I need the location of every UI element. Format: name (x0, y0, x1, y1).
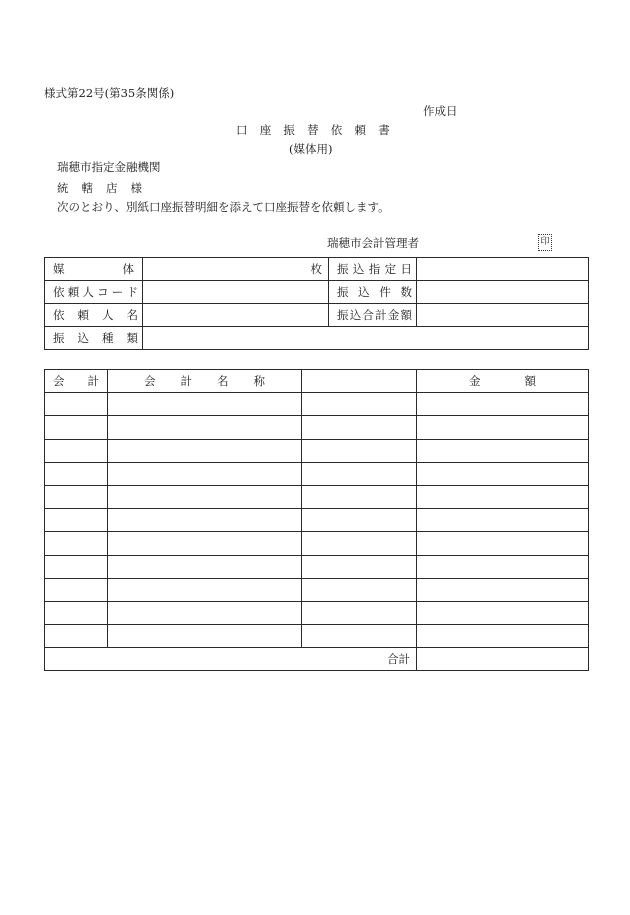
amount-cell[interactable] (417, 439, 589, 462)
amount-cell[interactable] (417, 462, 589, 485)
account-name-cell[interactable] (108, 485, 302, 508)
amount-cell[interactable] (417, 532, 589, 555)
transfer-info-table (44, 257, 589, 350)
header-amount-label: 金額 (469, 374, 536, 389)
account-name-cell[interactable] (108, 462, 302, 485)
header-account-name-label: 会計名称 (144, 374, 265, 389)
table-row (45, 485, 589, 508)
table-row (45, 532, 589, 555)
amount-cell[interactable] (417, 555, 589, 578)
amount-cell[interactable] (417, 509, 589, 532)
branch-salutation: 統轄店様 (57, 181, 155, 195)
account-code-cell[interactable] (45, 393, 108, 416)
account-name-cell[interactable] (108, 625, 302, 648)
account-name-cell[interactable] (108, 578, 302, 601)
created-date-label: 作成日 (423, 104, 458, 118)
media-label: 媒体 (53, 262, 134, 276)
amount-cell[interactable] (417, 625, 589, 648)
account-name-cell[interactable] (108, 416, 302, 439)
amount-cell[interactable] (417, 601, 589, 624)
account-code-cell[interactable] (45, 625, 108, 648)
table-row (45, 509, 589, 532)
account-name-cell[interactable] (108, 393, 302, 416)
requester-code-label: 依頼人コード (53, 285, 138, 299)
account-extra-cell[interactable] (302, 439, 417, 462)
requester-name-label-cell (45, 304, 143, 327)
media-count-cell[interactable] (143, 258, 329, 281)
transfer-type-label-cell (45, 327, 143, 350)
table-row (45, 281, 589, 304)
table-row (45, 416, 589, 439)
account-extra-cell[interactable] (302, 462, 417, 485)
transfer-count-label-cell (329, 281, 417, 304)
account-name-cell[interactable] (108, 439, 302, 462)
account-extra-cell[interactable] (302, 509, 417, 532)
requester-name-label: 依頼人名 (53, 308, 138, 322)
manager-name: 瑞穂市会計管理者 (327, 236, 419, 250)
document-subtitle: (媒体用) (289, 142, 333, 156)
total-amount-cell[interactable] (417, 648, 589, 671)
amount-cell[interactable] (417, 485, 589, 508)
account-code-cell[interactable] (45, 555, 108, 578)
account-extra-cell[interactable] (302, 625, 417, 648)
account-name-cell[interactable] (108, 601, 302, 624)
requester-name-value[interactable] (143, 304, 329, 327)
account-name-cell[interactable] (108, 509, 302, 532)
account-extra-cell[interactable] (302, 578, 417, 601)
header-account-name (108, 370, 302, 393)
header-amount (417, 370, 589, 393)
table-row (45, 439, 589, 462)
requester-code-label-cell (45, 281, 143, 304)
table-row (45, 462, 589, 485)
account-name-cell[interactable] (108, 532, 302, 555)
account-extra-cell[interactable] (302, 416, 417, 439)
account-code-cell[interactable] (45, 416, 108, 439)
header-account-label: 会計 (53, 374, 99, 389)
account-code-cell[interactable] (45, 509, 108, 532)
account-code-cell[interactable] (45, 578, 108, 601)
form-number: 様式第22号(第35条関係) (44, 86, 175, 100)
table-row (45, 625, 589, 648)
amount-cell[interactable] (417, 393, 589, 416)
document-title: 口座振替依頼書 (236, 123, 402, 137)
transfer-date-value[interactable] (417, 258, 589, 281)
account-code-cell[interactable] (45, 532, 108, 555)
transfer-count-label: 振込件数 (337, 285, 412, 299)
transfer-date-label: 振込指定日 (337, 262, 412, 276)
account-table (44, 369, 589, 671)
transfer-total-label-cell (329, 304, 417, 327)
table-header-row (45, 370, 589, 393)
account-extra-cell[interactable] (302, 555, 417, 578)
account-extra-cell[interactable] (302, 393, 417, 416)
account-code-cell[interactable] (45, 439, 108, 462)
transfer-count-value[interactable] (417, 281, 589, 304)
transfer-date-label-cell (329, 258, 417, 281)
requester-code-value[interactable] (143, 281, 329, 304)
total-label: 合計 (45, 648, 417, 671)
account-code-cell[interactable] (45, 601, 108, 624)
account-code-cell[interactable] (45, 485, 108, 508)
account-extra-cell[interactable] (302, 485, 417, 508)
header-blank (302, 370, 417, 393)
transfer-type-label: 振込種類 (53, 331, 138, 345)
table-row (45, 601, 589, 624)
amount-cell[interactable] (417, 578, 589, 601)
addressee: 瑞穂市指定金融機関 (57, 160, 161, 174)
account-extra-cell[interactable] (302, 601, 417, 624)
transfer-type-value[interactable] (143, 327, 589, 350)
transfer-total-value[interactable] (417, 304, 589, 327)
request-statement: 次のとおり、別紙口座振替明細を添えて口座振替を依頼します。 (57, 200, 390, 214)
account-code-cell[interactable] (45, 462, 108, 485)
table-row (45, 393, 589, 416)
transfer-total-label: 振込合計金額 (337, 308, 412, 322)
account-name-cell[interactable] (108, 555, 302, 578)
table-row (45, 327, 589, 350)
seal-mark: 印 (538, 234, 552, 251)
table-row (45, 258, 589, 281)
table-row (45, 304, 589, 327)
media-unit: 枚 (310, 262, 322, 276)
total-row (45, 648, 589, 671)
media-label-cell (45, 258, 143, 281)
header-account (45, 370, 108, 393)
amount-cell[interactable] (417, 416, 589, 439)
account-extra-cell[interactable] (302, 532, 417, 555)
table-row (45, 578, 589, 601)
table-row (45, 555, 589, 578)
